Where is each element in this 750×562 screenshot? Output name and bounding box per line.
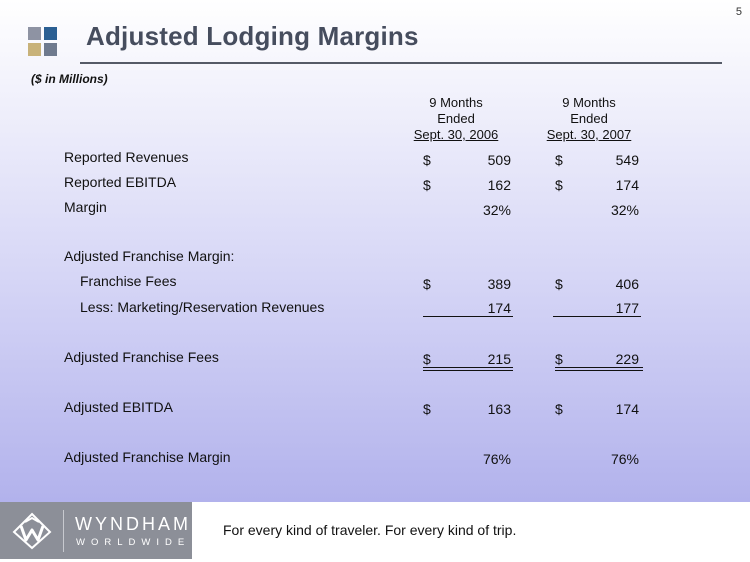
- brand-divider: [63, 510, 64, 552]
- page-number: 5: [735, 6, 742, 18]
- currency-symbol: $: [423, 276, 431, 292]
- value-2006: 32%: [482, 202, 511, 218]
- value-2007: 229: [615, 351, 639, 367]
- value-2006: 162: [487, 177, 511, 193]
- page-title: Adjusted Lodging Margins: [86, 21, 419, 51]
- currency-symbol: $: [423, 152, 431, 168]
- value-2006: 509: [487, 152, 511, 168]
- value-2007: 406: [615, 276, 639, 292]
- subtotal-underline: [553, 316, 641, 317]
- currency-symbol: $: [555, 177, 563, 193]
- column-header-2007: 9 Months Ended Sept. 30, 2007: [546, 95, 632, 142]
- currency-symbol: $: [555, 351, 563, 367]
- value-2007: 549: [615, 152, 639, 168]
- currency-symbol: $: [423, 401, 431, 417]
- total-double-underline: [423, 367, 513, 371]
- row-label: Adjusted Franchise Fees: [64, 349, 219, 365]
- value-2006: 76%: [482, 451, 511, 467]
- row-label: Margin: [64, 199, 107, 215]
- subtotal-underline: [423, 316, 513, 317]
- row-label: Less: Marketing/Reservation Revenues: [80, 299, 325, 315]
- total-double-underline: [555, 367, 643, 371]
- wyndham-logo: [0, 502, 192, 559]
- value-2007: 76%: [610, 451, 639, 467]
- units-note: ($ in Millions): [31, 72, 108, 86]
- title-squares-icon: [28, 27, 58, 57]
- section-header: Adjusted Franchise Margin:: [64, 248, 235, 264]
- value-2006: 174: [487, 300, 511, 316]
- value-2006: 389: [487, 276, 511, 292]
- row-label: Franchise Fees: [80, 273, 177, 289]
- wyndham-emblem-icon: [12, 512, 52, 550]
- footer-tagline: For every kind of traveler. For every kind of trip.: [223, 522, 517, 538]
- value-2006: 163: [487, 401, 511, 417]
- brand-name: WYNDHAM: [75, 514, 191, 534]
- row-label: Adjusted Franchise Margin: [64, 449, 231, 465]
- currency-symbol: $: [423, 351, 431, 367]
- row-label: Reported EBITDA: [64, 174, 177, 190]
- currency-symbol: $: [555, 152, 563, 168]
- value-2007: 32%: [610, 202, 639, 218]
- value-2006: 215: [487, 351, 511, 367]
- currency-symbol: $: [555, 276, 563, 292]
- column-header-2006: 9 Months Ended Sept. 30, 2006: [413, 95, 499, 142]
- row-label: Reported Revenues: [64, 149, 189, 165]
- currency-symbol: $: [423, 177, 431, 193]
- brand-subtitle: WORLDWIDE: [76, 537, 191, 548]
- row-label: Adjusted EBITDA: [64, 399, 173, 415]
- value-2007: 177: [615, 300, 639, 316]
- currency-symbol: $: [555, 401, 563, 417]
- title-divider: [80, 62, 722, 64]
- value-2007: 174: [615, 177, 639, 193]
- value-2007: 174: [615, 401, 639, 417]
